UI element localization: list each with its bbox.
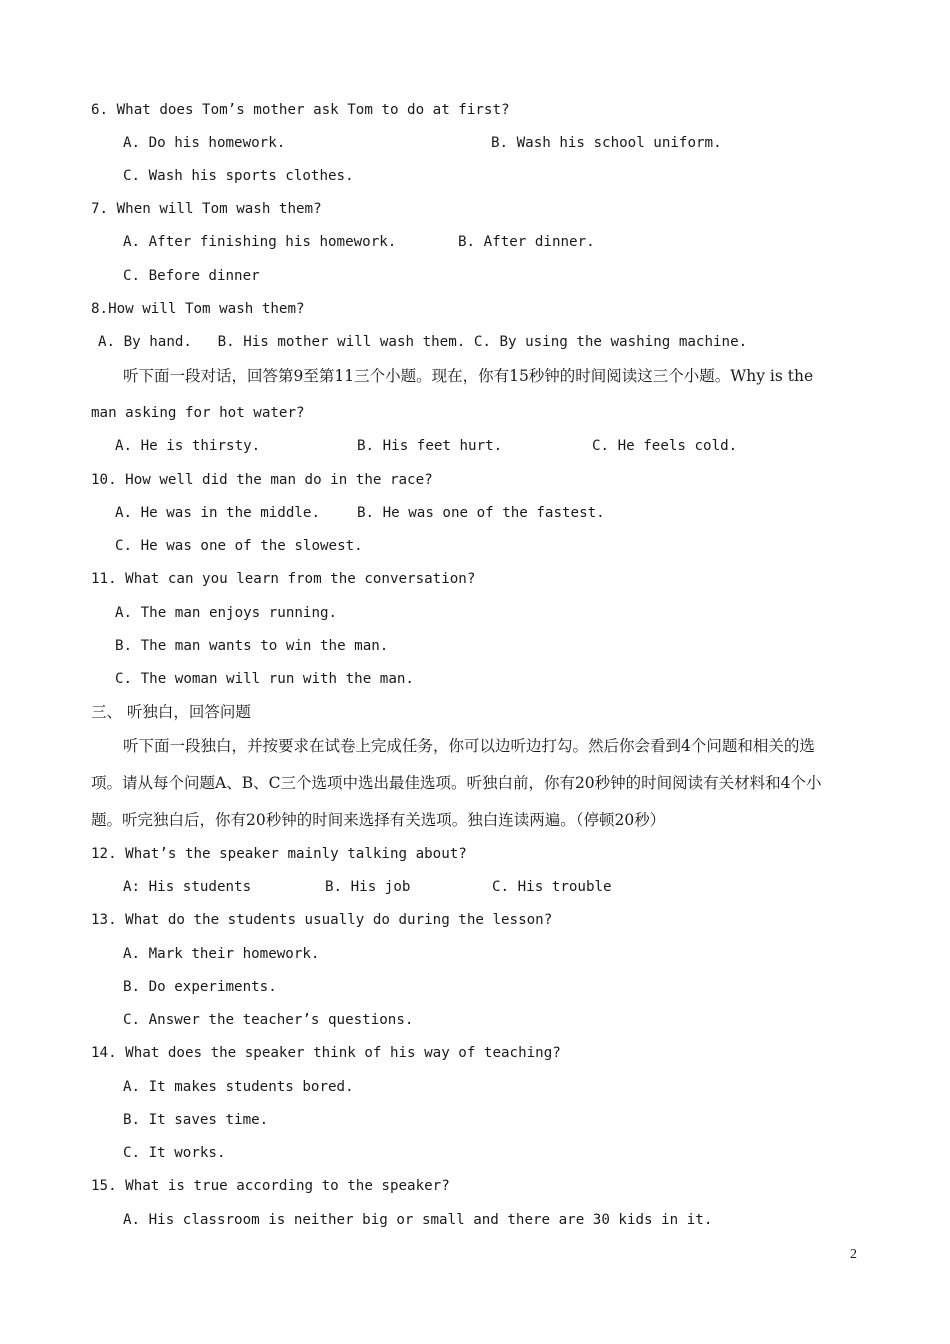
dialogue-instruction: 听下面一段对话，回答第9至第11三个小题。现在，你有15秒钟的时间阅读这三个小题。Why is the bbox=[123, 367, 814, 385]
q6-option-b: B. Wash his school uniform. bbox=[491, 135, 722, 151]
q10-option-b: B. He was one of the fastest. bbox=[357, 505, 605, 521]
monologue-instruction-2: 项。请从每个问题A、B、C三个选项中选出最佳选项。听独白前，你有20秒钟的时间阅读有关材料和4个小 bbox=[91, 774, 822, 792]
q11-option-a: A. The man enjoys running. bbox=[115, 605, 338, 621]
q9-option-a: A. He is thirsty. bbox=[115, 438, 261, 454]
q7-option-a: A. After finishing his homework. bbox=[123, 234, 397, 250]
q9-option-b: B. His feet hurt. bbox=[357, 438, 503, 454]
q10-option-a: A. He was in the middle. bbox=[115, 505, 320, 521]
q10-option-c: C. He was one of the slowest. bbox=[115, 538, 363, 554]
q12-option-b: B. His job bbox=[325, 879, 411, 895]
question-8: 8.How will Tom wash them? bbox=[91, 301, 305, 317]
q12-option-c: C. His trouble bbox=[492, 879, 612, 895]
question-7: 7. When will Tom wash them? bbox=[91, 201, 322, 217]
question-12: 12. What’s the speaker mainly talking about? bbox=[91, 846, 467, 862]
q11-option-c: C. The woman will run with the man. bbox=[115, 671, 414, 687]
q15-option-a: A. His classroom is neither big or small and there are 30 kids in it. bbox=[123, 1212, 713, 1228]
q9-option-c: C. He feels cold. bbox=[592, 438, 738, 454]
question-14: 14. What does the speaker think of his way of teaching? bbox=[91, 1045, 561, 1061]
question-13: 13. What do the students usually do during the lesson? bbox=[91, 912, 553, 928]
q7-option-c: C. Before dinner bbox=[123, 268, 260, 284]
q6-option-a: A. Do his homework. bbox=[123, 135, 286, 151]
q13-option-a: A. Mark their homework. bbox=[123, 946, 320, 962]
page-number: 2 bbox=[850, 1247, 857, 1262]
q13-option-c: C. Answer the teacher’s questions. bbox=[123, 1012, 414, 1028]
q13-option-b: B. Do experiments. bbox=[123, 979, 277, 995]
question-11: 11. What can you learn from the conversation? bbox=[91, 571, 476, 587]
question-9-continued: man asking for hot water? bbox=[91, 405, 305, 421]
q7-option-b: B. After dinner. bbox=[458, 234, 595, 250]
q6-option-c: C. Wash his sports clothes. bbox=[123, 168, 354, 184]
section-heading: 三、 听独白，回答问题 bbox=[91, 703, 251, 721]
q14-option-a: A. It makes students bored. bbox=[123, 1079, 354, 1095]
monologue-instruction-1: 听下面一段独白，并按要求在试卷上完成任务，你可以边听边打勾。然后你会看到4个问题和相关的选 bbox=[123, 737, 815, 755]
question-15: 15. What is true according to the speaker? bbox=[91, 1178, 450, 1194]
q12-option-a: A: His students bbox=[123, 879, 252, 895]
q8-options: A. By hand. B. His mother will wash them. C. By using the washing machine. bbox=[98, 334, 748, 350]
q11-option-b: B. The man wants to win the man. bbox=[115, 638, 389, 654]
question-10: 10. How well did the man do in the race? bbox=[91, 472, 433, 488]
q14-option-c: C. It works. bbox=[123, 1145, 226, 1161]
q14-option-b: B. It saves time. bbox=[123, 1112, 269, 1128]
question-6: 6. What does Tom’s mother ask Tom to do at first? bbox=[91, 102, 510, 118]
monologue-instruction-3: 题。听完独白后，你有20秒钟的时间来选择有关选项。独白连读两遍。（停顿20秒） bbox=[91, 811, 666, 829]
